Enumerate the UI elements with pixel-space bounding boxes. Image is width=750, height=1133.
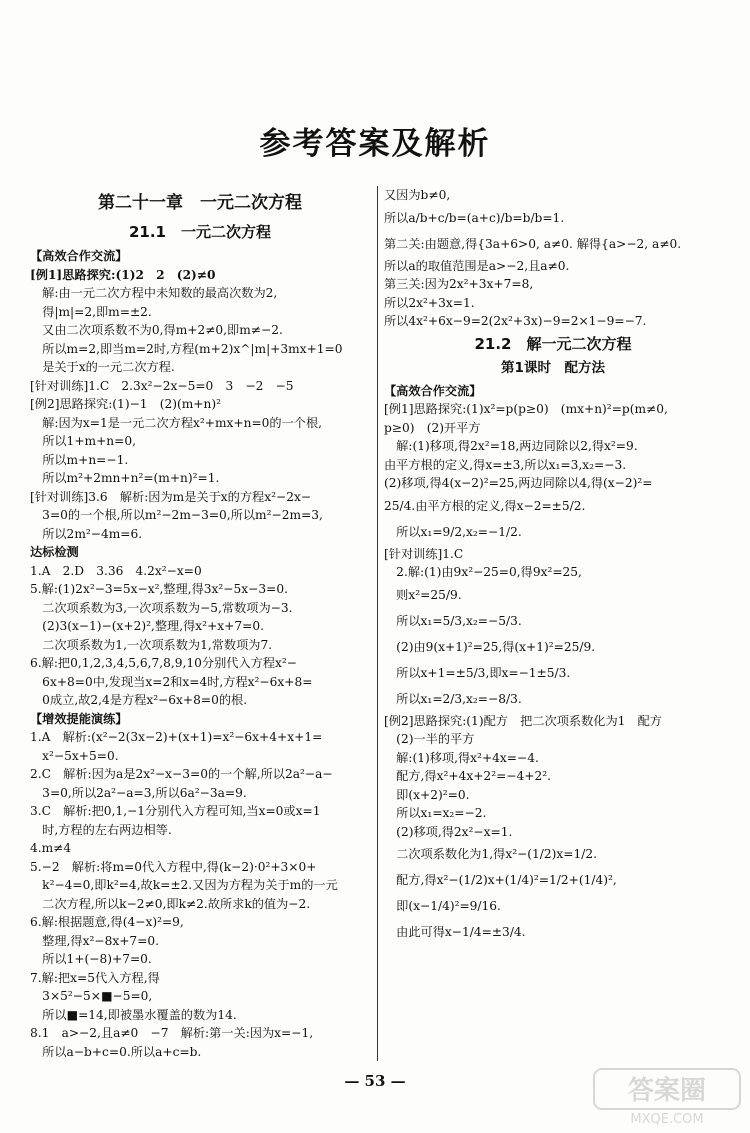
text-line: (2)移项,得4(x−2)²=25,两边同除以4,得(x−2)²= [384,476,653,490]
lesson-heading: 第1课时 配方法 [501,360,605,376]
text-line: 2.解:(1)由9x²−25=0,得9x²=25, [384,565,582,579]
text-line: 6.解:把0,1,2,3,4,5,6,7,8,9,10分别代入方程x²− [30,656,297,670]
text-line: 所以x₁=x₂=−2. [384,806,487,820]
left-column [30,186,370,1063]
text-line: 时,方程的左右两边相等. [30,822,172,837]
page-number: — 53 — [344,1072,406,1090]
text-line: 整理,得x²−8x+7=0. [30,933,160,948]
text-line: 配方,得x²−(1/2)x+(1/4)²=1/2+(1/4)², [384,873,617,887]
text-line: 3=0,所以2a²−a=3,所以6a²−3a=9. [30,785,247,800]
text-line: 解:因为x=1是一元二次方程x²+mx+n=0的一个根, [30,415,323,430]
text-line: 解:(1)移项,得x²+4x=−4. [384,750,539,765]
text-line: 二次项系数为1,一次项系数为1,常数项为7. [30,637,273,652]
text-line: 4.m≠4 [30,841,72,855]
text-line: 【高效合作交流】 [30,249,128,263]
text-line: 所以■=14,即被墨水覆盖的数为14. [30,1007,237,1022]
text-line: 2.C 解析:因为a是2x²−x−3=0的一个解,所以2a²−a− [30,767,333,781]
right-column [384,186,722,1063]
text-line: 得|m|=2,即m=±2. [42,304,152,319]
text-line: 3×5²−5×■−5=0, [30,989,153,1003]
text-line: 所以m²+2mn+n²=(m+n)²=1. [42,471,220,485]
text-line: 解:由一元二次方程中未知数的最高次数为2, [30,286,278,300]
text-line: 第三关:因为2x²+3x+7=8, [384,277,534,291]
text-line: 所以a的取值范围是a>−2,且a≠0. [384,258,570,273]
text-line: 【增效提能演练】 [30,711,128,726]
text-line: 3=0的一个根,所以m²−2m−3=0,所以m²−2m=3, [30,508,323,522]
text-line: 二次项系数化为1,得x²−(1/2)x=1/2. [384,847,597,861]
text-line: 所以a−b+c=0.所以a+c=b. [30,1044,202,1059]
text-line: 所以x+1=±5/3,即x=−1±5/3. [384,665,571,680]
text-line: (2)移项,得2x²−x=1. [384,824,513,839]
section-heading-21-1: 21.1 一元二次方程 [128,222,271,241]
section-heading-21-2: 21.2 解一元二次方程 [474,334,632,353]
text-line: 5.解:(1)2x²−3=5x−x²,整理,得3x²−5x−3=0. [30,582,288,596]
text-line: (2)3(x−1)−(x+2)²,整理,得x²+x+7=0. [30,619,264,633]
text-line: (2)一半的平方 [384,732,475,746]
text-line: 所以x₁=9/2,x₂=−1/2. [384,524,522,539]
text-line: 解:(1)移项,得2x²=18,两边同除以2,得x²=9. [384,439,638,453]
text-line: 配方,得x²+4x+2²=−4+2². [384,769,551,783]
text-line: x²−5x+5=0. [30,748,119,763]
text-line: [例2]思路探究:(1)−1 (2)(m+n)² [30,397,222,411]
text-line: 所以m+n=−1. [42,452,129,467]
text-line: 7.解:把x=5代入方程,得 [30,970,160,985]
left-body [30,247,370,1061]
column-divider [377,186,378,1061]
text-line: [针对训练]1.C [384,546,464,561]
text-line: 第二关:由题意,得{3a+6>0, a≠0. 解得{a>−2, a≠0. [384,236,682,251]
text-line: 又由二次项系数不为0,得m+2≠0,即m≠−2. [30,323,283,337]
text-line: 又因为b≠0, [384,188,451,202]
text-line: [例2]思路探究:(1)配方 把二次项系数化为1 配方 [384,713,662,728]
text-line: 3.C 解析:把0,1,−1分别代入方程可知,当x=0或x=1 [30,804,321,818]
text-line: 【高效合作交流】 [384,383,482,398]
text-line: 5.−2 解析:将m=0代入方程中,得(k−2)·0²+3×0+ [30,859,317,874]
text-line: 所以m=2,即当m=2时,方程(m+2)x^|m|+3mx+1=0 [30,341,343,356]
text-line: [针对训练]1.C 2.3x²−2x−5=0 3 −2 −5 [30,378,294,393]
text-line: [例1]思路探究:(1)x²=p(p≥0) (mx+n)²=p(m≠0, [384,402,668,416]
text-line: [针对训练]3.6 解析:因为m是关于x的方程x²−2x− [30,489,312,504]
text-line: 所以4x²+6x−9=2(2x²+3x)−9=2×1−9=−7. [384,314,647,328]
text-line: 所以a/b+c/b=(a+c)/b=b/b=1. [384,210,565,225]
text-line: 所以2x²+3x=1. [384,295,475,310]
text-line: 即(x−1/4)²=9/16. [384,899,501,913]
text-line: 所以x₁=5/3,x₂=−5/3. [384,613,522,628]
text-line: 6x+8=0中,发现当x=2和x=4时,方程x²−6x+8= [30,674,313,689]
text-line: 由平方根的定义,得x=±3,所以x₁=3,x₂=−3. [384,457,627,472]
text-line: 所以1+(−8)+7=0. [30,952,152,966]
text-line: 25/4.由平方根的定义,得x−2=±5/2. [384,498,586,513]
text-line: 8.1 a>−2,且a≠0 −7 解析:第一关:因为x=−1, [30,1026,314,1040]
watermark-site: MXQE.COM [630,1112,704,1127]
right-body-bottom [384,382,722,946]
text-line: 由此可得x−1/4=±3/4. [384,925,526,939]
text-line: 即(x+2)²=0. [384,787,470,802]
watermark-text: 答案圈 [627,1076,707,1106]
text-line: 二次方程,所以k−2≠0,即k≠2.故所求k的值为−2. [30,896,311,911]
text-line: 所以x₁=2/3,x₂=−8/3. [384,691,522,706]
text-line: [例1]思路探究:(1)2 2 (2)≠0 [30,267,216,282]
right-body-top [384,186,722,331]
page-title: 参考答案及解析 [259,126,491,162]
text-line: 1.A 2.D 3.36 4.2x²−x=0 [30,563,202,578]
text-line: p≥0) (2)开平方 [384,420,481,435]
text-line: 所以2m²−4m=6. [42,526,143,541]
text-line: 6.解:根据题意,得(4−x)²=9, [30,915,184,929]
text-line: (2)由9(x+1)²=25,得(x+1)²=25/9. [384,639,596,654]
text-line: k²−4=0,即k²=4,故k=±2.又因为方程为关于m的一元 [30,878,338,892]
text-line: 所以1+m+n=0, [42,434,136,448]
text-line: 是关于x的一元二次方程. [42,360,175,374]
text-line: 0成立,故2,4是方程x²−6x+8=0的根. [30,693,248,707]
text-line: 达标检测 [30,545,79,559]
text-line: 则x²=25/9. [384,587,462,602]
text-line: 1.A 解析:(x²−2(3x−2)+(x+1)=x²−6x+4+x+1= [30,730,323,744]
chapter-heading: 第二十一章 一元二次方程 [98,193,302,213]
text-line: 二次项系数为3,一次项系数为−5,常数项为−3. [30,600,293,615]
